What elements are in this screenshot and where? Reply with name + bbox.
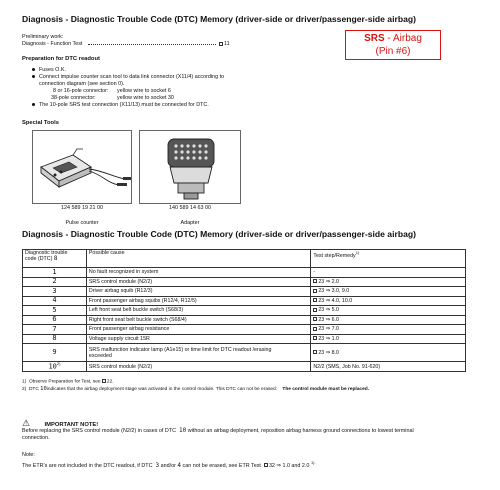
table-row (23, 306, 466, 316)
dtc-cause: No fault recognized in system (86, 268, 310, 278)
special-tools-heading: Special Tools (22, 120, 59, 126)
pulse-counter-drawing (33, 131, 133, 205)
dtc-code: 1 (23, 268, 87, 278)
prep-item-2: Connect impulse counter scan tool to data link connector (X11/4) according to (32, 74, 224, 81)
dtc-cause: SRS control module (N2/2) (86, 362, 310, 372)
dtc-cause: SRS control module (N2/2) (86, 277, 310, 287)
prelim-line2: Diagnosis - Function Test (22, 41, 83, 47)
note-label: Note: (22, 452, 35, 458)
dtc-cause: SRS malfunction indicator lamp (A1e15) or time limit for DTC readout /erasing exceeded (86, 344, 310, 362)
table-row (23, 296, 466, 306)
prep-connector-8-16-wire: yellow wire to socket 6 (117, 88, 171, 94)
dtc-remedy: 23 ⇒ 6.0 (311, 315, 466, 325)
dtc-remedy: - (311, 268, 466, 278)
header-possible-cause: Possible cause (86, 250, 310, 268)
page-ref-icon (264, 463, 268, 467)
important-note-text: Before replacing the SRS control module (N2/2) in cases of DTC 10 without an airbag deployment, reposition airbag harness ground connections to lowest terminal (22, 427, 414, 434)
dtc-code: 8 (23, 334, 87, 344)
bullet-icon (32, 75, 35, 78)
adapter-drawing (140, 131, 242, 205)
table-row (23, 268, 466, 278)
dtc-remedy: 23 ⇒ 3.0, 9.0 (311, 287, 466, 297)
page-ref-icon (313, 336, 317, 340)
tool-2-label: Adapter (180, 220, 200, 226)
footnote-1: 1) Observe Preparation for Test, see 22. (22, 379, 114, 385)
prep-connector-38: 38-pole connector: (51, 95, 96, 101)
tool-2-number: 140 589 14 63 00 (169, 205, 211, 211)
dtc-cause: Voltage supply circuit 15R (86, 334, 310, 344)
table-title: Diagnosis - Diagnostic Trouble Code (DTC) Memory (driver-side or driver/passenger-side airbag) (22, 229, 416, 239)
tool-1-label: Pulse counter (65, 220, 99, 226)
table-row (23, 334, 466, 344)
page-ref-icon (313, 350, 317, 354)
page-ref-icon (313, 327, 317, 331)
tool-1-number: 124 589 19 21 00 (61, 205, 103, 211)
dtc-remedy: 23 ⇒ 8.0 (311, 344, 466, 362)
note-text: The ETR's are not included in the DTC readout, if DTC 3 and/or 4 can not be erased, see ETR Test 32 ⇒ 1.0 and 2.0 $^{1).}$ (22, 460, 316, 469)
footnote-2: 2) DTC 10indicates that the airbag deployment stage was activated in the control module. This DTC can not be erased: The control module must be replaced. (22, 386, 370, 392)
dtc-remedy: 23 ⇒ 1.0 (311, 334, 466, 344)
prep-heading: Preparation for DTC readout (22, 56, 100, 62)
table-row (23, 315, 466, 325)
header-dtc: Diagnostic trouble code (DTC) 8 (23, 250, 87, 268)
page-ref-icon (313, 298, 317, 302)
dtc-cause: Front passenger airbag resistance (86, 325, 310, 335)
dtc-remedy: 23 ⇒ 4.0, 10.0 (311, 296, 466, 306)
bullet-icon (32, 68, 35, 71)
prep-item-1: Fuses O.K. (32, 67, 66, 74)
dtc-table (22, 249, 466, 372)
table-row (23, 277, 466, 287)
dtc-code: 9 (23, 344, 87, 362)
page-ref-icon (219, 42, 223, 46)
prep-item-2-cont: connection diagram (see section 0). (39, 81, 125, 87)
pulse-counter-image (32, 130, 132, 204)
important-note-header: ⚠ IMPORTANT NOTE! (22, 418, 99, 428)
dtc-code: 3 (23, 287, 87, 297)
important-note-text-cont: connection. (22, 435, 50, 441)
table-row (23, 344, 466, 362)
page-ref-icon (313, 308, 317, 312)
prelim-line1: Preliminary work: (22, 34, 64, 40)
dtc-code: 10$^{2)}$ (23, 362, 87, 372)
page-ref-icon (313, 289, 317, 293)
table-row (23, 287, 466, 297)
dtc-code: 7 (23, 325, 87, 335)
prelim-page-ref: 11 (219, 41, 230, 48)
warning-icon: ⚠ (22, 418, 31, 428)
dtc-cause: Driver airbag squib (R12/3) (86, 287, 310, 297)
table-header-row (23, 250, 466, 268)
dtc-cause: Right front seat belt buckle switch (S68/4) (86, 315, 310, 325)
dtc-remedy: N2/2 (SMS, Job No. 91-620) (311, 362, 466, 372)
srs-airbag-box: SRS - Airbag (Pin #6) (345, 30, 441, 60)
prep-connector-38-wire: yellow wire to socket 30 (117, 95, 174, 101)
dtc-code: 4 (23, 296, 87, 306)
table-row (23, 362, 466, 372)
table-row (23, 325, 466, 335)
dtc-remedy: 23 ⇒ 7.0 (311, 325, 466, 335)
adapter-image (139, 130, 241, 204)
page-ref-icon (102, 379, 106, 383)
prelim-dotted-leader (88, 41, 216, 45)
bullet-icon (32, 103, 35, 106)
dtc-remedy: 23 ⇒ 2.0 (311, 277, 466, 287)
prep-connector-8-16: 8 or 16-pole connector: (53, 88, 109, 94)
page-ref-icon (313, 317, 317, 321)
header-test-step: Test step/Remedy$^{1)}$ (311, 250, 466, 268)
page-title: Diagnosis - Diagnostic Trouble Code (DTC) Memory (driver-side or driver/passenger-side airbag) (22, 14, 416, 24)
dtc-code: 5 (23, 306, 87, 316)
prep-item-3: The 10-pole SRS test connection (X11/13) must be connected for DTC. (32, 102, 209, 109)
dtc-code: 2 (23, 277, 87, 287)
dtc-cause: Left front seat belt buckle switch (S68/3) (86, 306, 310, 316)
dtc-code: 6 (23, 315, 87, 325)
dtc-cause: Front passenger airbag squibs (R12/4, R12/5) (86, 296, 310, 306)
page-ref-icon (313, 279, 317, 283)
dtc-remedy: 23 ⇒ 5.0 (311, 306, 466, 316)
